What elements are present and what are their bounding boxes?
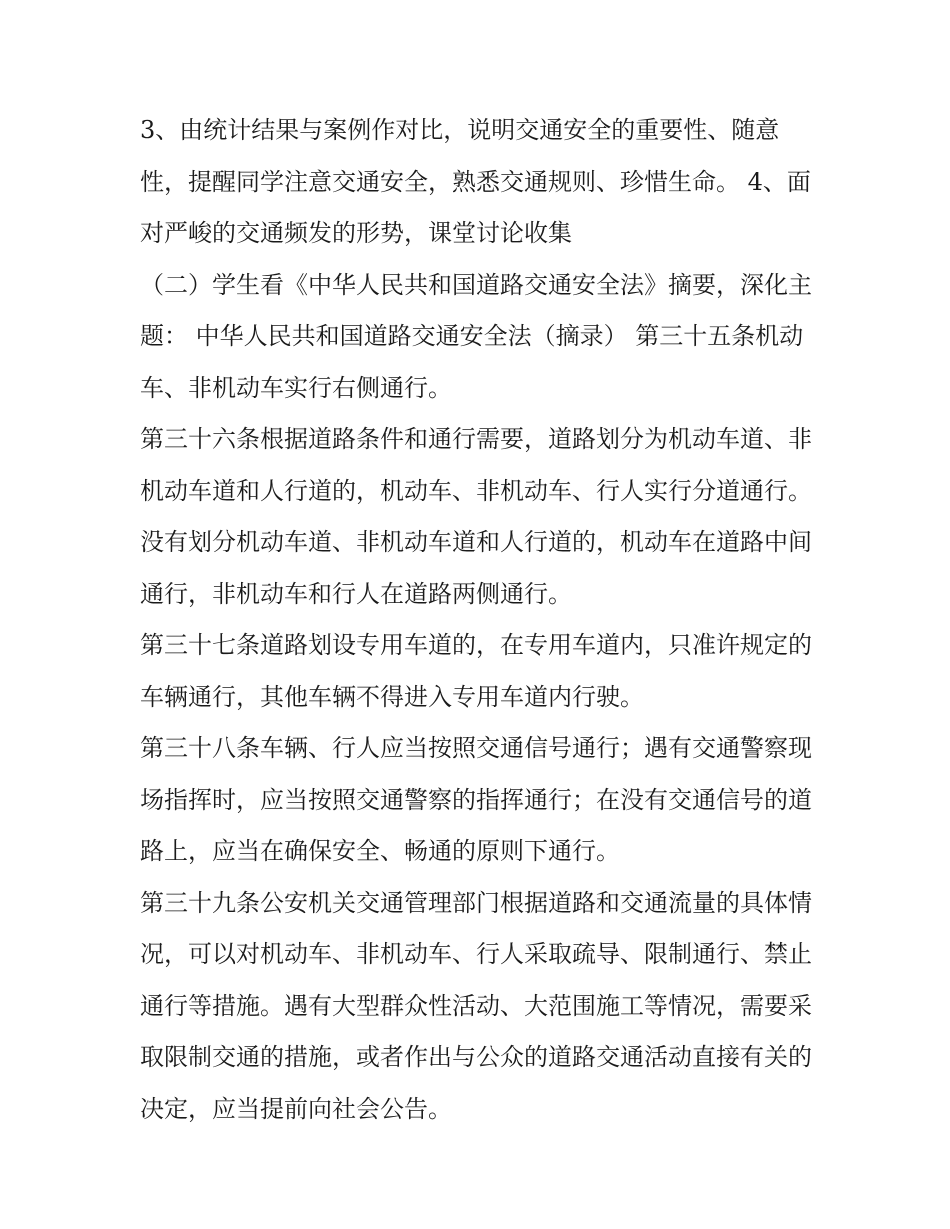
paragraph-article-38: 第三十八条车辆、行人应当按照交通信号通行；遇有交通警察现场指挥时，应当按照交通警察的指挥通行；在没有交通信号的道路上，应当在确保安全、畅通的原则下通行。 (140, 734, 812, 865)
document-body (140, 105, 812, 1135)
paragraph-article-36: 第三十六条根据道路条件和通行需要，道路划分为机动车道、非机动车道和人行道的，机动车、非机动车、行人实行分道通行。没有划分机动车道、非机动车道和人行道的，机动车在道路中间通行，非机动车和行人在道路两侧通行。 (140, 425, 812, 608)
paragraph-article-37: 第三十七条道路划设专用车道的，在专用车道内，只准许规定的车辆通行，其他车辆不得进入专用车道内行驶。 (140, 631, 812, 711)
paragraph-safety-comparison: 3、由统计结果与案例作对比，说明交通安全的重要性、随意性，提醒同学注意交通安全，熟悉交通规则、珍惜生命。 4、面对严峻的交通频发的形势，课堂讨论收集 (140, 116, 811, 247)
paragraph-article-39: 第三十九条公安机关交通管理部门根据道路和交通流量的具体情况，可以对机动车、非机动车、行人采取疏导、限制通行、禁止通行等措施。遇有大型群众性活动、大范围施工等情况，需要采取限制交通的措施，或者作出与公众的道路交通活动直接有关的决定，应当提前向社会公告。 (140, 888, 812, 1123)
paragraph-law-summary: （二）学生看《中华人民共和国道路交通安全法》摘要，深化主题： 中华人民共和国道路交通安全法（摘录） 第三十五条机动车、非机动车实行右侧通行。 (140, 270, 812, 402)
